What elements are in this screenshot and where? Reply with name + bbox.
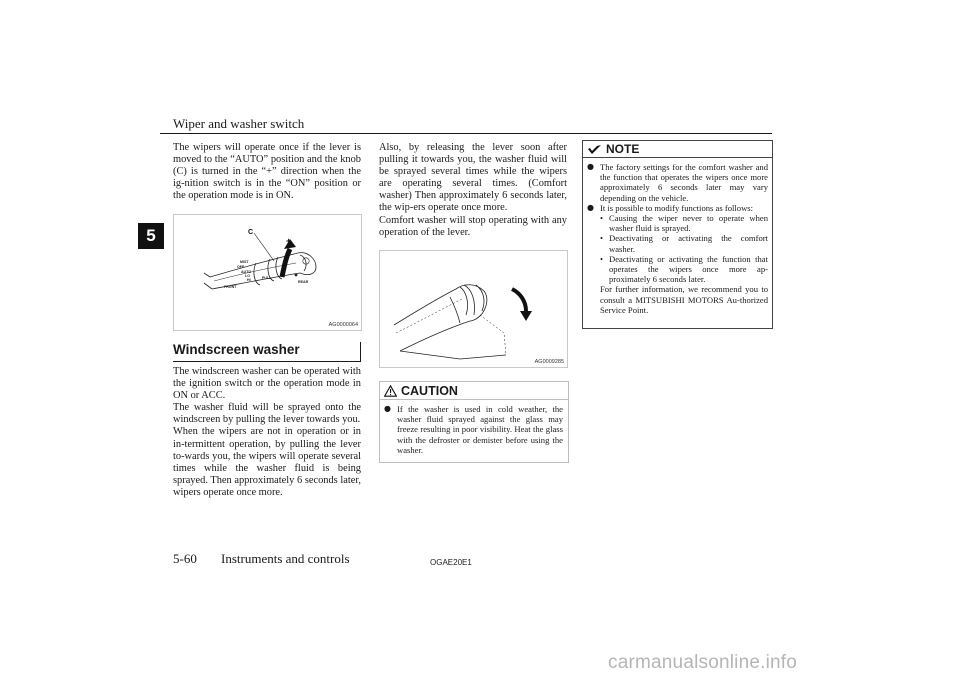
- lever-label: FRONT: [224, 285, 237, 289]
- lever-label: OFF: [237, 265, 245, 269]
- lever-label: AUTO: [241, 270, 252, 274]
- chapter-tab: 5: [138, 223, 164, 249]
- lever-label: MIST: [240, 260, 249, 264]
- caution-text: If the washer is used in cold weather, the washer fluid sprayed against the glass may freeze resulting in poor visibility. Heat the glass with the defroster or demister before using the washer.: [397, 404, 563, 455]
- caution-title: CAUTION: [401, 383, 458, 398]
- washer-lever-illustration: [380, 251, 567, 367]
- paragraph: The washer fluid will be sprayed onto the windscreen by pulling the lever towards you.: [173, 402, 361, 426]
- lever-label: REAR: [298, 280, 309, 284]
- paragraph: Also, by releasing the lever soon after pulling it towards you, the washer fluid will be sprayed several times while the wipers are operating several times. (Comfort washer) Then approximately 6 seconds later, the wip-ers operate once more.: [379, 142, 567, 214]
- page-header-title: Wiper and washer switch: [173, 116, 305, 131]
- sub-bullet-icon: •: [600, 253, 604, 264]
- sub-bullet-icon: •: [600, 213, 604, 224]
- caution-box: [379, 381, 569, 463]
- washer-lever-figure: [379, 250, 568, 368]
- sub-list-item: [587, 233, 768, 253]
- section-heading: Windscreen washer: [173, 342, 300, 357]
- sub-list-item: [587, 213, 768, 233]
- page-number: 5-60: [173, 551, 197, 566]
- header-rule: [160, 133, 772, 134]
- section-rule: [173, 361, 361, 362]
- footer-section-title: Instruments and controls: [221, 551, 350, 566]
- paragraph: The windscreen washer can be operated with the ignition switch or the operation mode in ON or ACC.: [173, 366, 361, 402]
- bullet-icon: ●: [384, 404, 391, 413]
- sub-item-text: Deactivating or activating the comfort washer.: [609, 233, 768, 254]
- note-footer-text: For further information, we recommend you to consult a MITSUBISHI MOTORS Au-thorized Service Point.: [600, 284, 768, 315]
- caution-header: [380, 382, 568, 400]
- column-left: [173, 142, 361, 202]
- bullet-icon: ●: [587, 162, 594, 171]
- paragraph: When the wipers are not in operation or in in-termittent operation, by pulling the lever to-wards you, the wipers will operate several times while the washer fluid is being sprayed. Then approximately 6 seconds later, wipers operate once more.: [173, 426, 361, 498]
- note-box: [582, 140, 773, 329]
- paragraph: The wipers will operate once if the lever is moved to the “AUTO” position and the knob (C) is turned in the “+” direction when the ig-nition switch is in the “ON” position or the operation mode is in ON.: [173, 142, 361, 202]
- column-middle: [379, 142, 567, 239]
- paragraph: Comfort washer will stop operating with any operation of the lever.: [379, 214, 567, 238]
- warning-triangle-icon: [384, 385, 397, 397]
- document-code: OGAE20E1: [430, 558, 472, 567]
- watermark: carmanualsonline.info: [608, 652, 798, 673]
- note-title: NOTE: [606, 142, 640, 156]
- figure-code: AG0000064: [328, 322, 358, 328]
- list-item: [587, 203, 768, 213]
- lever-label: LO: [245, 274, 250, 278]
- note-body: [583, 158, 772, 315]
- sub-item-text: Causing the wiper never to operate when washer fluid is sprayed.: [609, 213, 768, 234]
- wiper-lever-figure: [173, 214, 362, 331]
- sub-item-text: Deactivating or activating the function that operates the wipers once more ap-proximately 6 seconds later.: [609, 253, 768, 285]
- note-check-icon: [587, 144, 602, 155]
- list-item: [587, 162, 768, 203]
- lever-label: HI: [247, 278, 251, 282]
- sub-list-item: [587, 254, 768, 285]
- bullet-icon: ●: [587, 202, 594, 212]
- wiper-lever-illustration: [174, 215, 361, 330]
- section-rule-vertical: [360, 342, 361, 362]
- label-plus: +: [286, 236, 292, 246]
- column-left-section: [173, 366, 361, 499]
- note-header: [583, 141, 772, 158]
- note-text: It is possible to modify functions as follows:: [600, 202, 754, 213]
- sub-bullet-icon: •: [600, 233, 604, 244]
- lever-label: PULL: [262, 276, 272, 280]
- caution-body: [380, 400, 568, 455]
- list-item: [384, 404, 563, 455]
- figure-code: AG0009285: [534, 359, 564, 365]
- label-c: C: [248, 229, 254, 236]
- note-text: The factory settings for the comfort washer and the function that operates the wipers once more approximately 6 seconds later may vary depending on the vehicle.: [600, 162, 768, 203]
